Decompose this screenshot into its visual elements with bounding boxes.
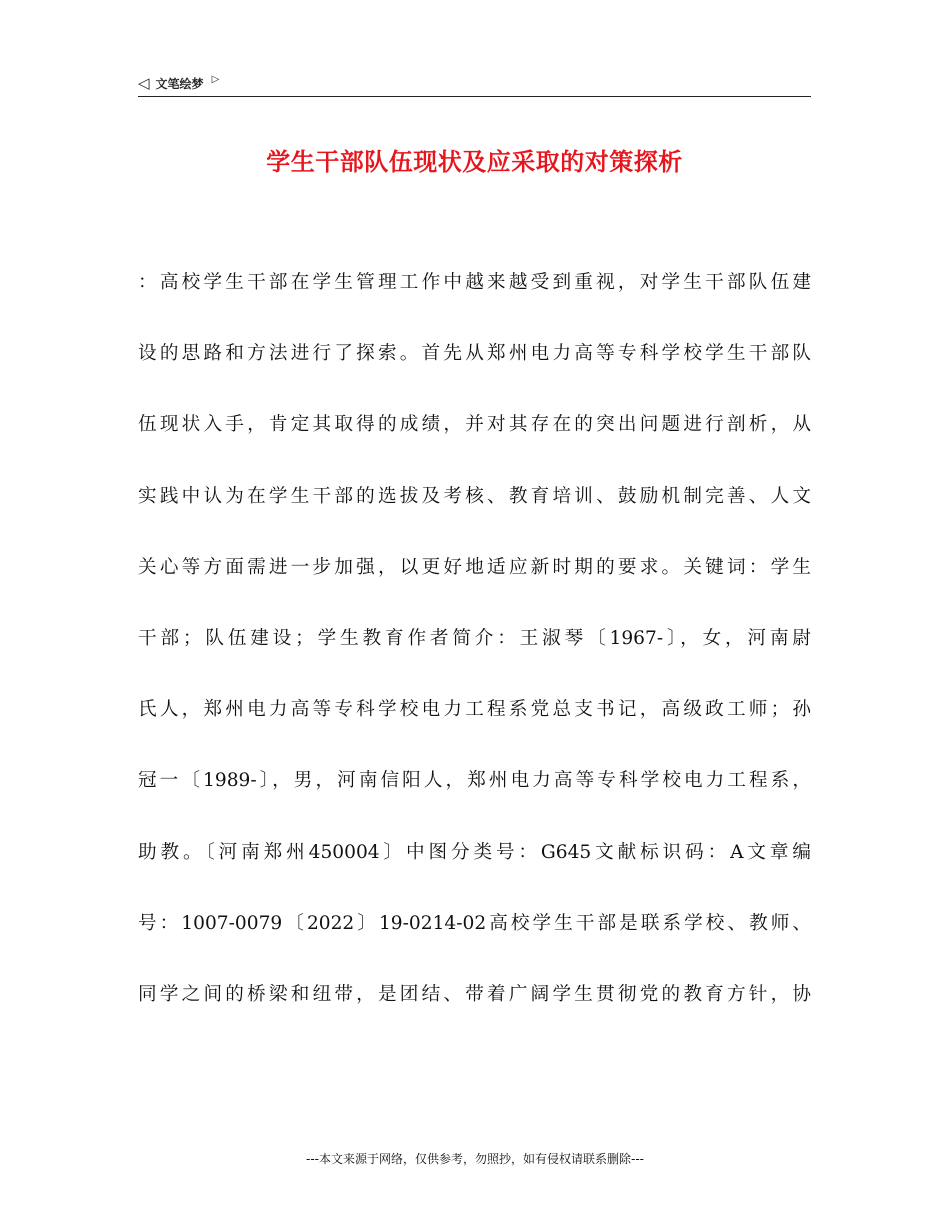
document-title: 学生干部队伍现状及应采取的对策探析	[266, 148, 683, 176]
body-line: 号：1007-0079〔2022〕19-0214-02高校学生干部是联系学校、教师、	[138, 912, 811, 934]
body-line: 冠一〔1989-〕，男，河南信阳人，郑州电力高等专科学校电力工程系，	[138, 770, 811, 792]
triangle-left-icon: ◁	[138, 73, 150, 92]
body-line: 关心等方面需进一步加强，以更好地适应新时期的要求。关键词：学生	[138, 556, 811, 578]
body-line: 助教。〔河南郑州450004〕中图分类号：G645文献标识码：A文章编	[138, 841, 811, 863]
page-footer-disclaimer: ---本文来源于网络，仅供参考，勿照抄，如有侵权请联系删除---	[306, 1152, 644, 1166]
body-line: 氏人，郑州电力高等专科学校电力工程系党总支书记，高级政工师；孙	[138, 699, 811, 721]
page-header	[138, 70, 811, 97]
header-brand-text: 文笔绘梦	[155, 76, 204, 91]
body-paragraph	[138, 261, 811, 1044]
body-line: ：高校学生干部在学生管理工作中越来越受到重视，对学生干部队伍建	[138, 272, 811, 293]
body-line: 干部；队伍建设；学生教育作者简介：王淑琴〔1967-〕，女，河南尉	[138, 627, 811, 649]
triangle-right-icon: ▷	[211, 73, 220, 85]
body-line: 伍现状入手，肯定其取得的成绩，并对其存在的突出问题进行剖析，从	[138, 414, 811, 436]
body-line: 实践中认为在学生干部的选拔及考核、教育培训、鼓励机制完善、人文	[138, 485, 811, 507]
body-line: 同学之间的桥梁和纽带，是团结、带着广阔学生贯彻党的教育方针，协	[138, 983, 811, 1005]
body-line: 设的思路和方法进行了探索。首先从郑州电力高等专科学校学生干部队	[138, 343, 811, 365]
